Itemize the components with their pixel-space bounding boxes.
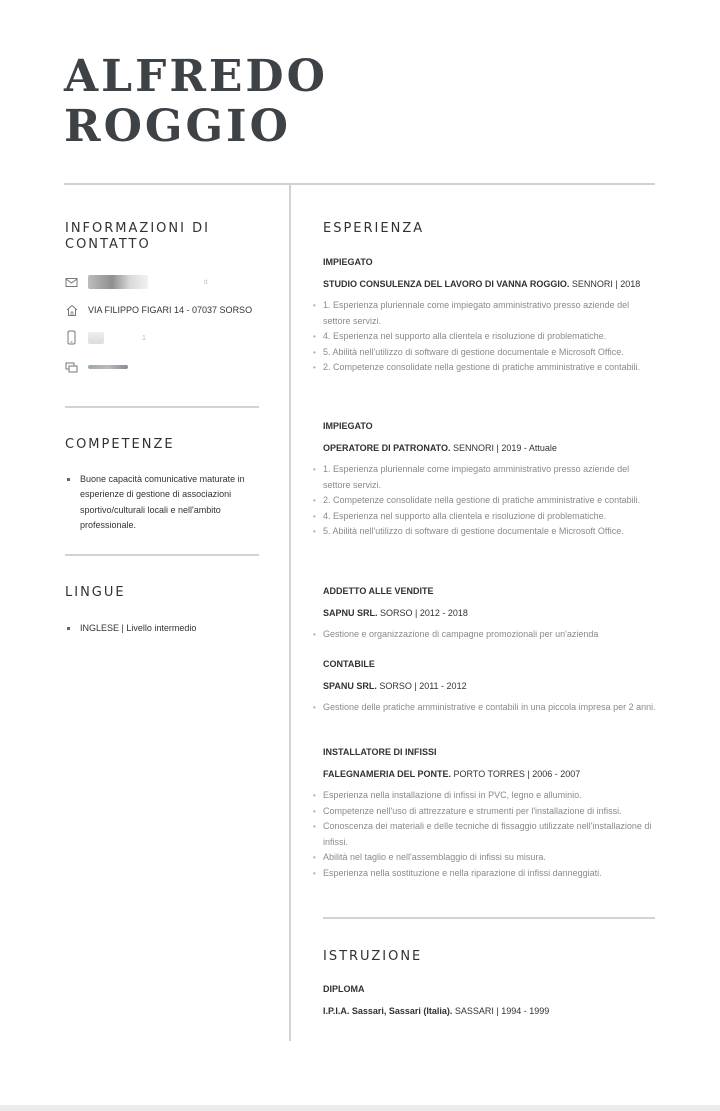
job-company	[323, 768, 656, 780]
languages-section-title: LINGUE	[65, 585, 126, 600]
list-item: • 2. Competenze consolidate nella gestione di pratiche amministrative e contabili.	[323, 493, 656, 509]
skills-section-title: COMPETENZE	[65, 437, 175, 452]
education-section-title: ISTRUZIONE	[323, 949, 423, 964]
contact-section-title: INFORMAZIONI DI CONTATTO	[65, 221, 210, 252]
phone-suffix: 1	[142, 334, 146, 342]
list-item: • Competenze nell'uso di attrezzature e strumenti per l'installazione di infissi.	[323, 804, 656, 820]
job-company	[323, 442, 656, 454]
list-item: INGLESE | Livello intermedio	[65, 621, 260, 636]
last-name: ROGGIO	[64, 101, 291, 152]
list-item: • 2. Competenze consolidate nella gestione di pratiche amministrative e contabili.	[323, 360, 656, 376]
company-name: STUDIO CONSULENZA DEL LAVORO DI VANNA ROGGIO.	[323, 279, 570, 289]
school-name: I.P.I.A. Sassari, Sassari (Italia).	[323, 1006, 453, 1016]
list-item: • Abilità nel taglio e nell'assemblaggio di infissi su misura.	[323, 850, 656, 866]
list-item: • 5. Abilità nell'utilizzo di software di gestione documentale e Microsoft Office.	[323, 524, 656, 540]
job-bullets	[323, 627, 656, 643]
contact-email	[65, 275, 208, 289]
job-role: INSTALLATORE DI INFISSI	[323, 747, 437, 757]
company-name: OPERATORE DI PATRONATO.	[323, 443, 451, 453]
experience-section-title: ESPERIENZA	[323, 221, 425, 236]
job-entry	[323, 585, 656, 643]
list-item: Buone capacità comunicative maturate in esperienze di gestione di associazioni sportivo/culturali locali e nell'ambito professionale.	[65, 472, 260, 533]
first-name: ALFREDO	[64, 51, 328, 102]
list-item: • 5. Abilità nell'utilizzo di software di gestione documentale e Microsoft Office.	[323, 345, 656, 361]
company-name: FALEGNAMERIA DEL PONTE.	[323, 769, 452, 779]
list-item: • Gestione delle pratiche amministrative e contabili in una piccola impresa per 2 anni.	[323, 700, 656, 716]
phone-redacted	[88, 332, 104, 344]
experience-divider	[323, 917, 655, 919]
education-degree: DIPLOMA	[323, 984, 365, 994]
job-entry	[323, 746, 656, 881]
job-role: IMPIEGATO	[323, 421, 373, 431]
job-company	[323, 607, 656, 619]
education-school	[323, 1005, 656, 1017]
job-details: PORTO TORRES | 2006 - 2007	[453, 769, 581, 779]
job-company	[323, 680, 656, 692]
company-name: SPANU SRL.	[323, 681, 377, 691]
link-redacted	[88, 365, 128, 369]
list-item: • 4. Esperienza nel supporto alla clientela e risoluzione di problematiche.	[323, 509, 656, 525]
email-redacted	[88, 275, 148, 289]
list-item: • 1. Esperienza pluriennale come impiegato amministrativo presso aziende del settore servizi.	[323, 462, 656, 493]
education-details: SASSARI | 1994 - 1999	[454, 1006, 550, 1016]
home-icon	[65, 304, 79, 317]
address-text: VIA FILIPPO FIGARI 14 - 07037 SORSO	[88, 305, 253, 315]
contact-link	[65, 360, 128, 374]
job-bullets	[323, 700, 656, 716]
list-item: • 4. Esperienza nel supporto alla clientela e risoluzione di problematiche.	[323, 329, 656, 345]
job-entry	[323, 658, 656, 716]
resume-name	[64, 52, 328, 152]
header-divider	[64, 183, 655, 185]
link-icon	[65, 361, 79, 374]
list-item: • Conoscenza dei materiali e delle tecniche di fissaggio utilizzate nell'installazione di infissi.	[323, 819, 656, 850]
job-bullets	[323, 462, 656, 540]
languages-list	[65, 621, 260, 636]
email-suffix: it	[204, 278, 208, 286]
column-divider	[289, 185, 291, 1041]
company-name: SAPNU SRL.	[323, 608, 378, 618]
contact-divider	[65, 406, 259, 408]
contact-phone	[65, 330, 146, 346]
list-item: • Esperienza nella installazione di infissi in PVC, legno e alluminio.	[323, 788, 656, 804]
list-item: • 1. Esperienza pluriennale come impiegato amministrativo presso aziende del settore servizi.	[323, 298, 656, 329]
job-details: SORSO | 2011 - 2012	[379, 681, 467, 691]
list-item: • Gestione e organizzazione di campagne promozionali per un'azienda	[323, 627, 656, 643]
email-icon	[65, 276, 79, 289]
job-details: SENNORI | 2019 - Attuale	[453, 443, 557, 453]
job-company	[323, 278, 656, 290]
job-details: SENNORI | 2018	[571, 279, 641, 289]
education-entry	[323, 983, 656, 1017]
job-bullets	[323, 298, 656, 376]
job-details: SORSO | 2012 - 2018	[380, 608, 468, 618]
job-role: CONTABILE	[323, 659, 375, 669]
job-role: IMPIEGATO	[323, 257, 373, 267]
list-item: • Esperienza nella sostituzione e nella riparazione di infissi danneggiati.	[323, 866, 656, 882]
phone-icon	[65, 330, 79, 346]
job-entry	[323, 256, 656, 376]
skills-divider	[65, 554, 259, 556]
job-bullets	[323, 788, 656, 881]
job-entry	[323, 420, 656, 540]
page-bottom-edge	[0, 1105, 720, 1111]
contact-address	[65, 303, 252, 317]
skills-list	[65, 472, 260, 533]
job-role: ADDETTO ALLE VENDITE	[323, 586, 434, 596]
